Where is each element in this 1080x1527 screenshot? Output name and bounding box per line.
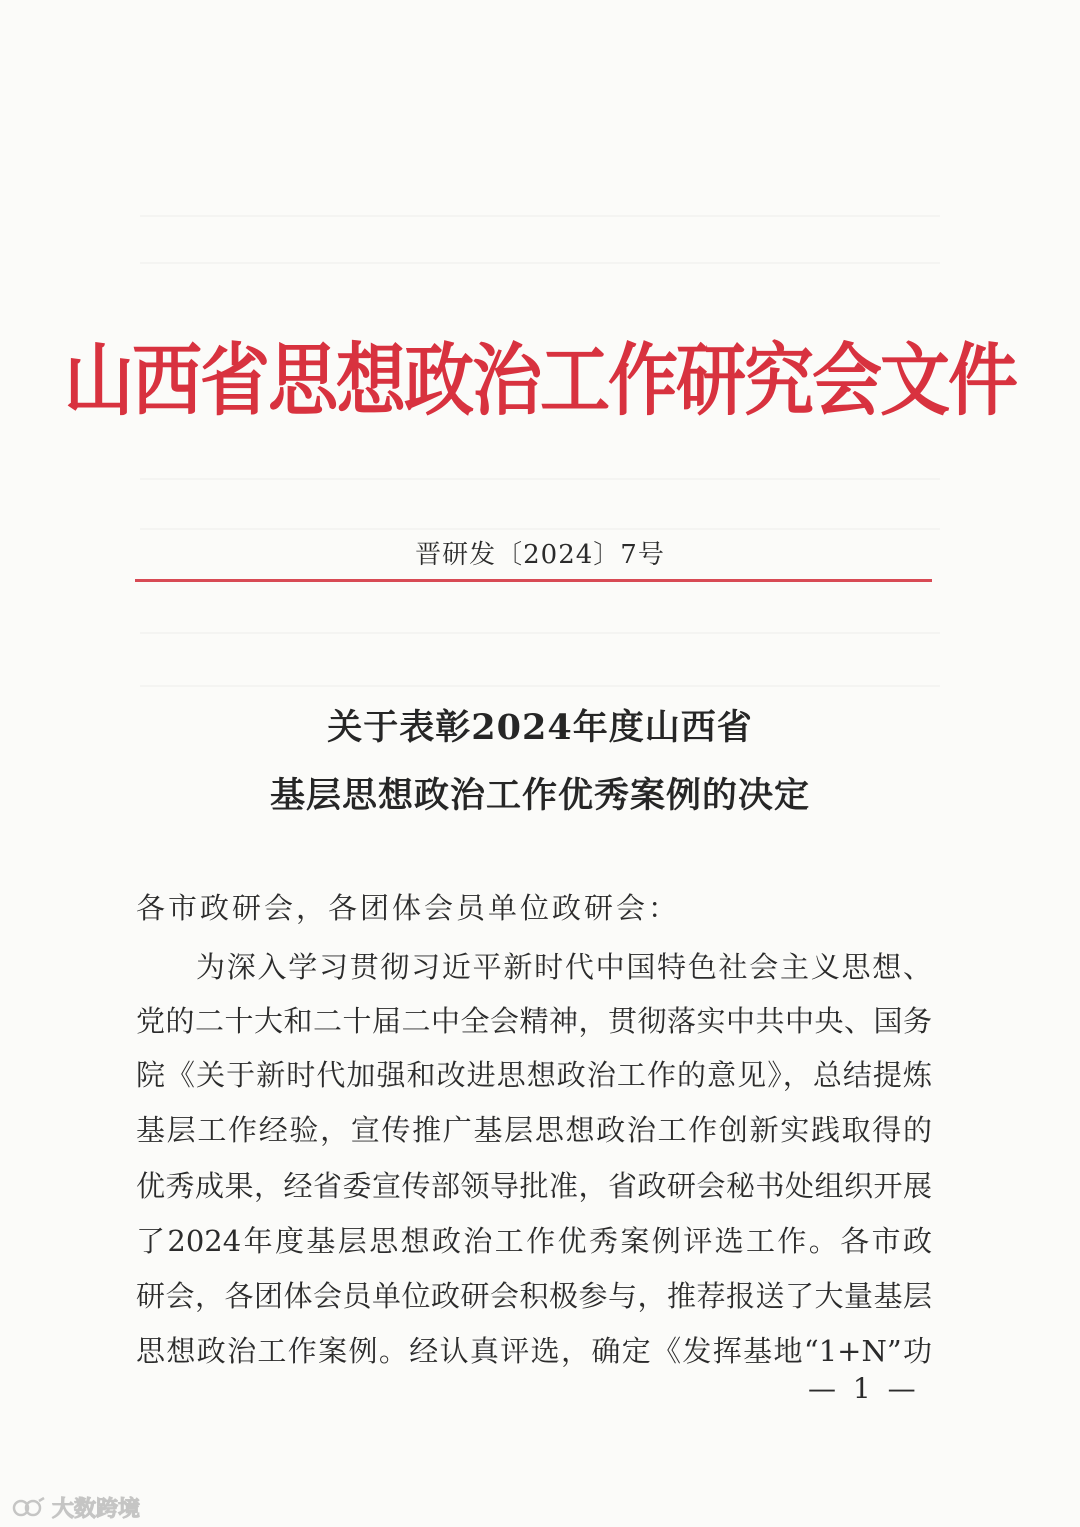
watermark-text: 大数跨境 <box>52 1497 141 1522</box>
bleed-through-shadow <box>140 685 940 687</box>
document-header-title: 山西省思想政治工作研究会文件 <box>64 333 1016 427</box>
header-red-rule <box>135 579 932 582</box>
bleed-through-shadow <box>140 262 940 264</box>
salutation: 各市政研会，各团体会员单位政研会： <box>136 891 681 925</box>
body-text-line: 研会，各团体会员单位政研会积极参与，推荐报送了大量基层 <box>136 1279 932 1313</box>
decision-title-line-2: 基层思想政治工作优秀案例的决定 <box>269 775 810 816</box>
body-text-line: 院《关于新时代加强和改进思想政治工作的意见》，总结提炼 <box>136 1058 932 1092</box>
page-number: — 1 — <box>808 1372 920 1405</box>
watermark <box>12 1492 140 1523</box>
body-text-line: 思想政治工作案例。经认真评选，确定《发挥基地“1+N”功 <box>136 1334 932 1368</box>
body-text-line: 党的二十大和二十届二中全会精神，贯彻落实中共中央、国务 <box>136 1004 932 1038</box>
body-text-line: 为深入学习贯彻习近平新时代中国特色社会主义思想、 <box>196 950 932 984</box>
bleed-through-shadow <box>140 528 940 530</box>
bleed-through-shadow <box>140 632 940 634</box>
body-text-line: 基层工作经验，宣传推广基层思想政治工作创新实践取得的 <box>136 1113 932 1147</box>
document-number: 晋研发〔2024〕7号 <box>415 540 665 570</box>
bleed-through-shadow <box>140 478 940 480</box>
watermark-logo-icon <box>12 1495 46 1521</box>
body-text-line: 了2024年度基层思想政治工作优秀案例评选工作。各市政 <box>136 1224 932 1258</box>
decision-title-line-1: 关于表彰2024年度山西省 <box>327 707 753 748</box>
body-text-line: 优秀成果，经省委宣传部领导批准，省政研会秘书处组织开展 <box>136 1169 932 1203</box>
bleed-through-shadow <box>140 215 940 217</box>
